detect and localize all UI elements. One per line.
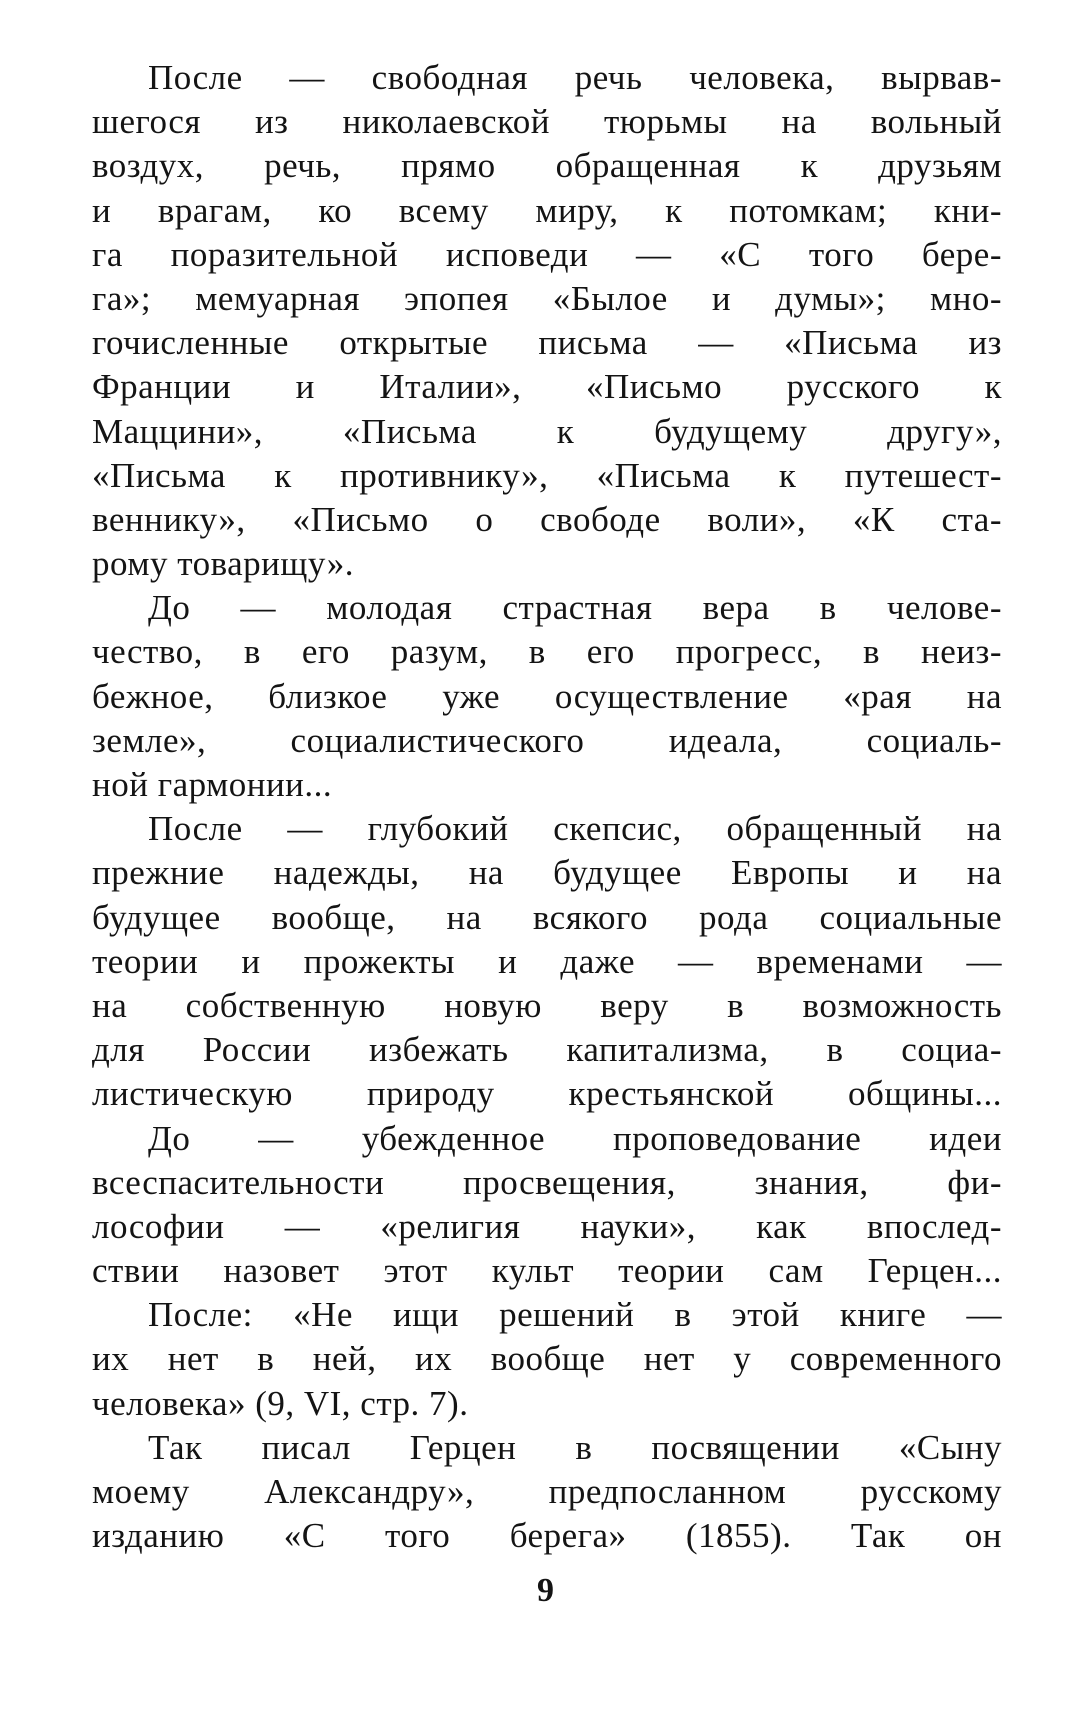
text-line: После — глубокий скепсис, обращенный на <box>148 809 1002 849</box>
text-line: на собственную новую веру в возможность <box>92 985 1002 1025</box>
text-line: чество, в его разум, в его прогресс, в неиз- <box>92 632 1002 672</box>
text-line: будущее вообще, на всякого рода социальные <box>92 897 1002 937</box>
text-line: га поразительной исповеди — «С того бере- <box>92 234 1002 274</box>
text-line: воздух, речь, прямо обращенная к друзьям <box>92 146 1002 186</box>
text-line: человека» (9, VI, стр. 7). <box>92 1383 469 1423</box>
text-line: рому товарищу». <box>92 544 354 584</box>
body-text <box>92 56 1002 1558</box>
text-line: земле», социалистического идеала, социаль- <box>92 720 1002 760</box>
text-line: После: «Не ищи решений в этой книге — <box>148 1295 1002 1335</box>
text-line: шегося из николаевской тюрьмы на вольный <box>92 102 1002 142</box>
text-line: лософии — «религия науки», как впослед- <box>92 1206 1002 1246</box>
text-line: изданию «С того берега» (1855). Так он <box>92 1516 1002 1556</box>
text-line: га»; мемуарная эпопея «Былое и думы»; мно- <box>92 278 1002 318</box>
text-line: До — убежденное проповедование идеи <box>148 1118 1002 1158</box>
text-line: и врагам, ко всему миру, к потомкам; кни- <box>92 190 1002 230</box>
text-line: После — свободная речь человека, вырвав- <box>148 58 1002 97</box>
text-line: листическую природу крестьянской общины... <box>92 1074 1002 1114</box>
text-line: моему Александру», предпосланном русскому <box>92 1472 1002 1511</box>
text-line: теории и прожекты и даже — временами — <box>92 941 1002 981</box>
text-line: Франции и Италии», «Письмо русского к <box>92 367 1002 407</box>
text-line: всеспасительности просвещения, знания, фи- <box>92 1162 1002 1202</box>
text-line: До — молодая страстная вера в челове- <box>148 588 1002 628</box>
text-line: бежное, близкое уже осуществление «рая на <box>92 676 1002 716</box>
text-line: ствии назовет этот культ теории сам Герцен... <box>92 1251 1002 1291</box>
page-number: 9 <box>537 1572 554 1609</box>
text-line: ной гармонии... <box>92 765 333 804</box>
text-line: Так писал Герцен в посвящении «Сыну <box>148 1427 1002 1467</box>
text-line: для России избежать капитализма, в социа- <box>92 1030 1002 1070</box>
text-line: веннику», «Письмо о свободе воли», «К ста- <box>92 499 1002 539</box>
text-line: прежние надежды, на будущее Европы и на <box>92 853 1002 893</box>
text-line: гочисленные открытые письма — «Письма из <box>92 323 1002 363</box>
text-line: их нет в ней, их вообще нет у современного <box>92 1339 1002 1379</box>
text-line: «Письма к противнику», «Письма к путешест- <box>92 455 1002 495</box>
text-line: Маццини», «Письма к будущему другу», <box>92 411 1002 451</box>
